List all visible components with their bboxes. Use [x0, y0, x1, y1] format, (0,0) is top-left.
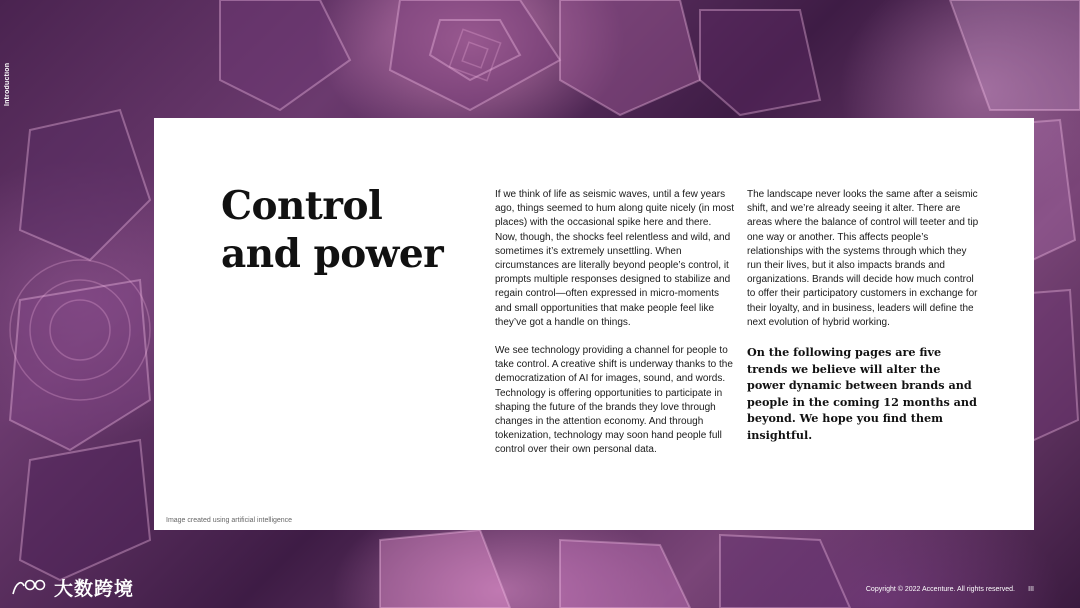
paragraph: The landscape never looks the same after a seismic shift, and we’re already seeing it alter. There are areas where the balance of control will teeter and tip one way or another. This affects people’s relationships with the systems through which they run their lives, but it also impacts brands and organizations. Brands will decide how much control to offer their participatory customers in exchange for their loyalty, and in business, leaders will define the next evolution of hybrid working.: [747, 189, 979, 328]
title-line-1: Control: [221, 183, 383, 229]
content-card: [154, 118, 1034, 530]
page-number: III: [1028, 586, 1034, 593]
lead-paragraph: On the following pages are five trends we believe will alter the power dynamic between brands and people in the coming 12 months and beyond. We hope you find them insightful.: [747, 345, 977, 442]
watermark: [10, 574, 134, 600]
watermark-logo-icon: [10, 576, 48, 598]
paragraph: We see technology providing a channel for people to take control. A creative shift is underway thanks to the democratization of AI for images, sound, and words. Technology is offering opportunities to participate in shaping the future of the brands they love through changes in the attention economy. And through tokenization, technology may soon hand people full control over their own personal data.: [495, 345, 733, 456]
paragraph: If we think of life as seismic waves, until a few years ago, things seemed to hum along quite nicely (in most places) with the occasional spike here and there. Now, though, the shocks feel relentless and wild, and sometimes it’s extremely unsettling. When circumstances are literally beyond people’s control, it prompts multiple responses designed to stabilize and regain control—often expressed in micro-moments and small opportunities that make people feel like they’ve got a handle on things.: [495, 189, 735, 328]
copyright-notice: Copyright © 2022 Accenture. All rights reserved.: [865, 586, 1015, 593]
body-column-2: [747, 188, 979, 457]
body-column-1: [495, 188, 735, 472]
watermark-text: 大数跨境: [54, 578, 135, 600]
page-title: [221, 182, 443, 278]
title-line-2: and power: [221, 231, 444, 277]
section-label: Introduction: [4, 62, 11, 106]
image-caption: Image created using artificial intelligence: [166, 517, 293, 524]
